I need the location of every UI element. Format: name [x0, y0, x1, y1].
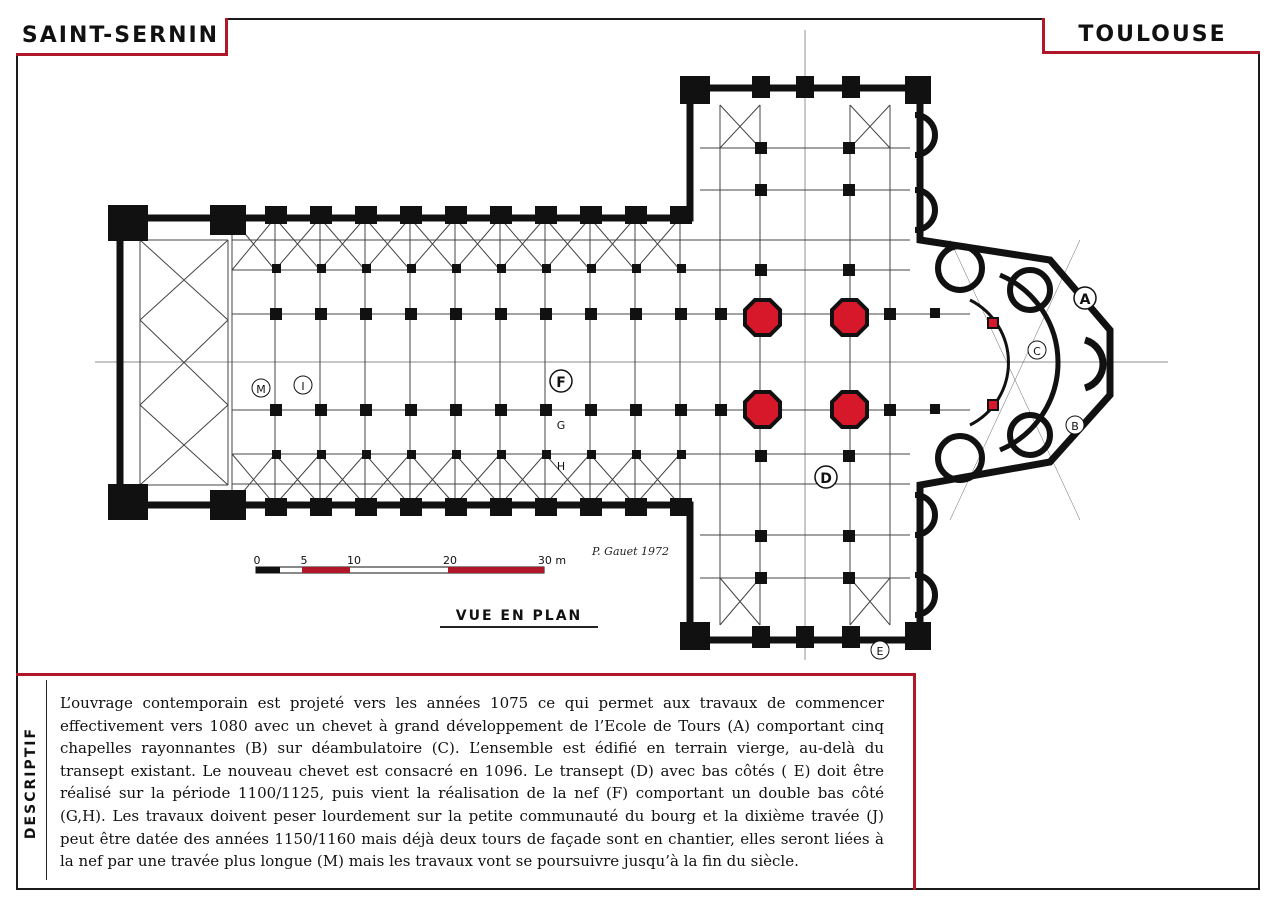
marker-m: [252, 379, 270, 397]
marker-m-label: M: [256, 383, 266, 396]
chevet: [915, 115, 1103, 615]
marker-b: [1066, 416, 1084, 434]
marker-a-label: A: [1079, 292, 1091, 308]
description-divider: [46, 680, 47, 880]
scale-label-5: 5: [300, 554, 308, 567]
marker-d: [815, 466, 837, 488]
marker-g: G: [556, 419, 566, 432]
marker-i-label: I: [301, 380, 305, 393]
marker-b-label: B: [1071, 420, 1079, 433]
description-side-text: DESCRIPTIF: [23, 726, 39, 840]
scale-label-30: 30 m: [537, 554, 567, 567]
transept-piers: [755, 142, 940, 584]
marker-h: H: [556, 460, 566, 473]
marker-d-label: D: [820, 471, 832, 487]
description-side-label: [16, 676, 46, 890]
description-text: L’ouvrage contemporain est projeté vers les années 1075 ce qui permet aux travaux de commencer effectivement vers 1080 avec un chevet à grand développement de l’Ecole de Tours (A) comportant cinq chapelles rayonnantes (B) sur déambulatoire (C). L’ensemble est édifié en terrain vierge, au-delà du transept existant. Le nouveau chevet est consacré en 1096. Le transept (D) avec bas côtés ( E) doit être réalisé sur la période 1100/1125, puis vient la réalisation de la nef (F) comportant un double bas côté (G,H). Les travaux doivent peser lourdement sur la petite communauté du bourg et la dixième travée (J) peut être datée des années 1150/1160 mais déjà deux tours de façade sont en chantier, elles seront liées à la nef par une travée plus longue (M) mais les travaux vont se poursuivre jusqu’à la fin du siècle.: [60, 694, 884, 871]
crossing-piers: [745, 300, 867, 427]
outer-buttresses: [108, 76, 931, 650]
marker-e: [871, 641, 889, 659]
title-saint-sernin: SAINT-SERNIN: [16, 18, 228, 56]
marker-e-label: E: [876, 645, 884, 658]
nave-vault-grid: [140, 105, 970, 625]
signature: P. Gauet 1972: [592, 545, 670, 558]
view-label: VUE EN PLAN: [440, 608, 598, 628]
marker-i: [294, 376, 312, 394]
scale-bar: [254, 554, 567, 573]
marker-c: [1028, 341, 1046, 359]
scale-label-0: 0: [253, 554, 261, 567]
marker-a: [1074, 287, 1096, 309]
scale-label-10: 10: [347, 554, 361, 567]
marker-f-label: F: [556, 375, 566, 391]
scale-label-20: 20: [443, 554, 457, 567]
title-toulouse: TOULOUSE: [1042, 18, 1260, 54]
marker-f: [550, 370, 572, 392]
apse-piers: [988, 318, 998, 410]
marker-c-label: C: [1033, 345, 1041, 358]
piers: [108, 76, 940, 650]
aisle-piers: [272, 264, 686, 459]
